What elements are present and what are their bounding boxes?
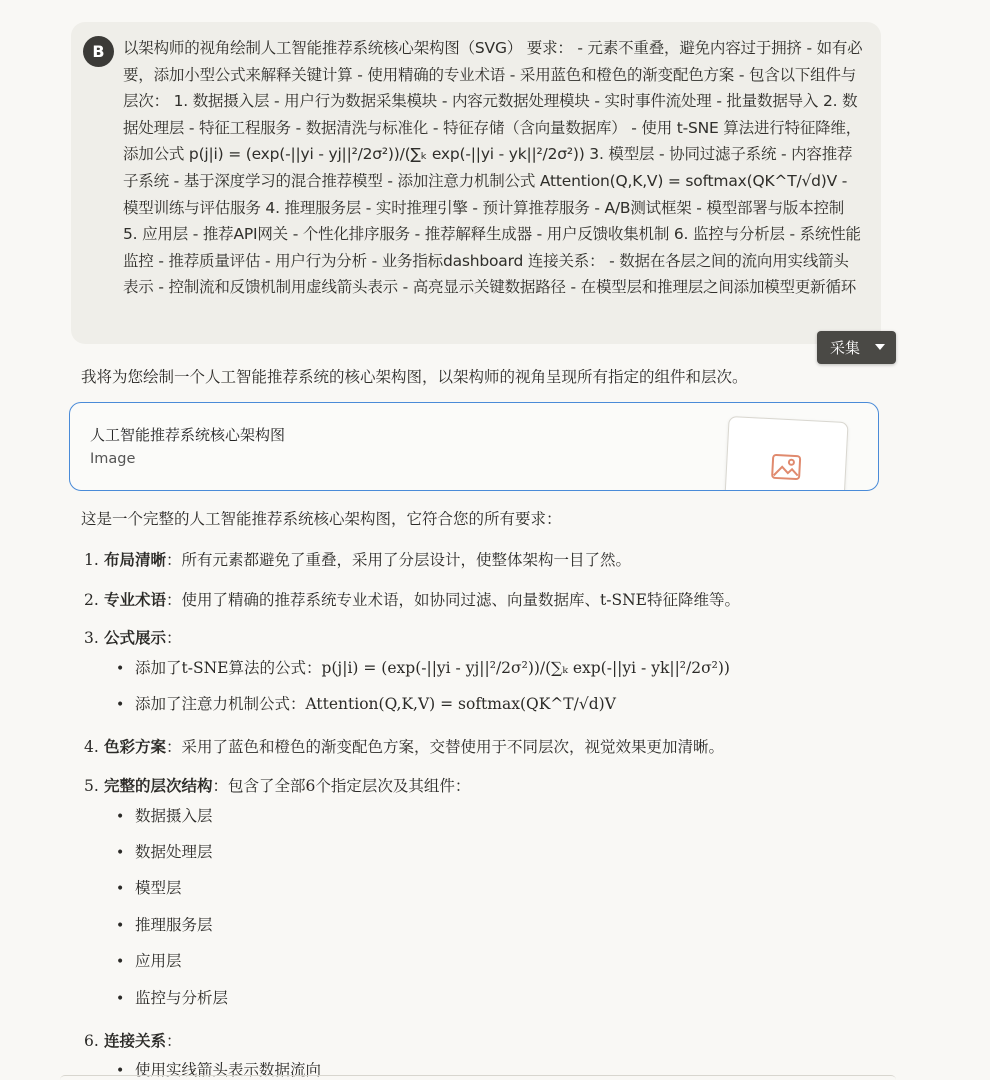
image-icon: [770, 453, 801, 481]
list-item: 4. 色彩方案：采用了蓝色和橙色的渐变配色方案，交替使用于不同层次，视觉效果更加清晰。: [84, 737, 725, 756]
formula-item: • 添加了t-SNE算法的公式：p(j|i) = (exp(-||yi - yj||²/2σ²))/(∑ₖ exp(-||yi - yk||²/2σ²)): [116, 659, 730, 677]
layer-item: • 模型层: [116, 879, 182, 897]
user-message-text: 以架构师的视角绘制人工智能推荐系统核心架构图（SVG） 要求： - 元素不重叠，避免内容过于拥挤 - 如有必要，添加小型公式来解释关键计算 - 使用精确的专业术语 - 采用蓝色和橙色的渐变配色方案 - 包含以下组件与层次： 1. 数据摄入层 - 用户行为数据采集模块 - 内容元数据处理模块 - 实时事件流处理 - 批量数据导入 2. 数据处理层 - 特征工程服务 - 数据清洗与标准化 - 特征存储（含向量数据库） - 使用 t-SNE 算法进行特征降维，添加公式 p(j|i) = (exp(-||yi - yj||²/2σ²))/(∑ₖ exp(-||yi - yk||²/2σ²)) 3. 模型层 - 协同过滤子系统 - 内容推荐子系统 - 基于深度学习的混合推荐模型 - 添加注意力机制公式 Attention(Q,K,V) = softmax(QK^T/√d)V - 模型训练与评估服务 4. 推理服务层 - 实时推理引擎 - 预计算推荐服务 - A/B测试框架 - 模型部署与版本控制 5. 应用层 - 推荐API网关 - 个性化排序服务 - 推荐解释生成器 - 用户反馈收集机制 6. 监控与分析层 - 系统性能监控 - 推荐质量评估 - 用户行为分析 - 业务指标dashboard 连接关系： - 数据在各层之间的流向用实线箭头表示 - 控制流和反馈机制用虚线箭头表示 - 高亮显示关键数据路径 - 在模型层和推理层之间添加模型更新循环: [123, 39, 863, 297]
connection-item: • 使用实线箭头表示数据流向: [116, 1061, 322, 1079]
user-avatar: B: [83, 36, 114, 67]
artifact-thumbnail: [723, 416, 848, 491]
assistant-intro: 我将为您绘制一个人工智能推荐系统的核心架构图，以架构师的视角呈现所有指定的组件和层次。: [81, 368, 748, 386]
list-item: 6. 连接关系：: [84, 1031, 182, 1050]
collect-button-label: 采集: [830, 339, 861, 357]
layer-item: • 监控与分析层: [116, 989, 229, 1007]
layer-item: • 推理服务层: [116, 916, 213, 934]
artifact-type: Image: [90, 451, 136, 467]
assistant-summary: 这是一个完整的人工智能推荐系统核心架构图，它符合您的所有要求：: [81, 510, 562, 528]
collect-button[interactable]: [817, 331, 896, 364]
input-box-edge: [60, 1075, 896, 1080]
list-item: 2. 专业术语：使用了精确的推荐系统专业术语，如协同过滤、向量数据库、t-SNE特征降维等。: [84, 590, 740, 609]
formula-item: • 添加了注意力机制公式：Attention(Q,K,V) = softmax(QK^T/√d)V: [116, 695, 616, 713]
artifact-title: 人工智能推荐系统核心架构图: [90, 426, 286, 444]
list-item: 3. 公式展示：: [84, 628, 182, 647]
layer-item: • 应用层: [116, 952, 182, 970]
artifact-card[interactable]: [69, 402, 879, 491]
user-message-bubble: [71, 22, 881, 344]
list-item: 1. 布局清晰：所有元素都避免了重叠，采用了分层设计，使整体架构一目了然。: [84, 550, 632, 569]
list-item: 5. 完整的层次结构：包含了全部6个指定层次及其组件：: [84, 776, 471, 795]
chevron-down-icon: [875, 344, 885, 350]
layer-item: • 数据处理层: [116, 843, 213, 861]
layer-item: • 数据摄入层: [116, 807, 213, 825]
